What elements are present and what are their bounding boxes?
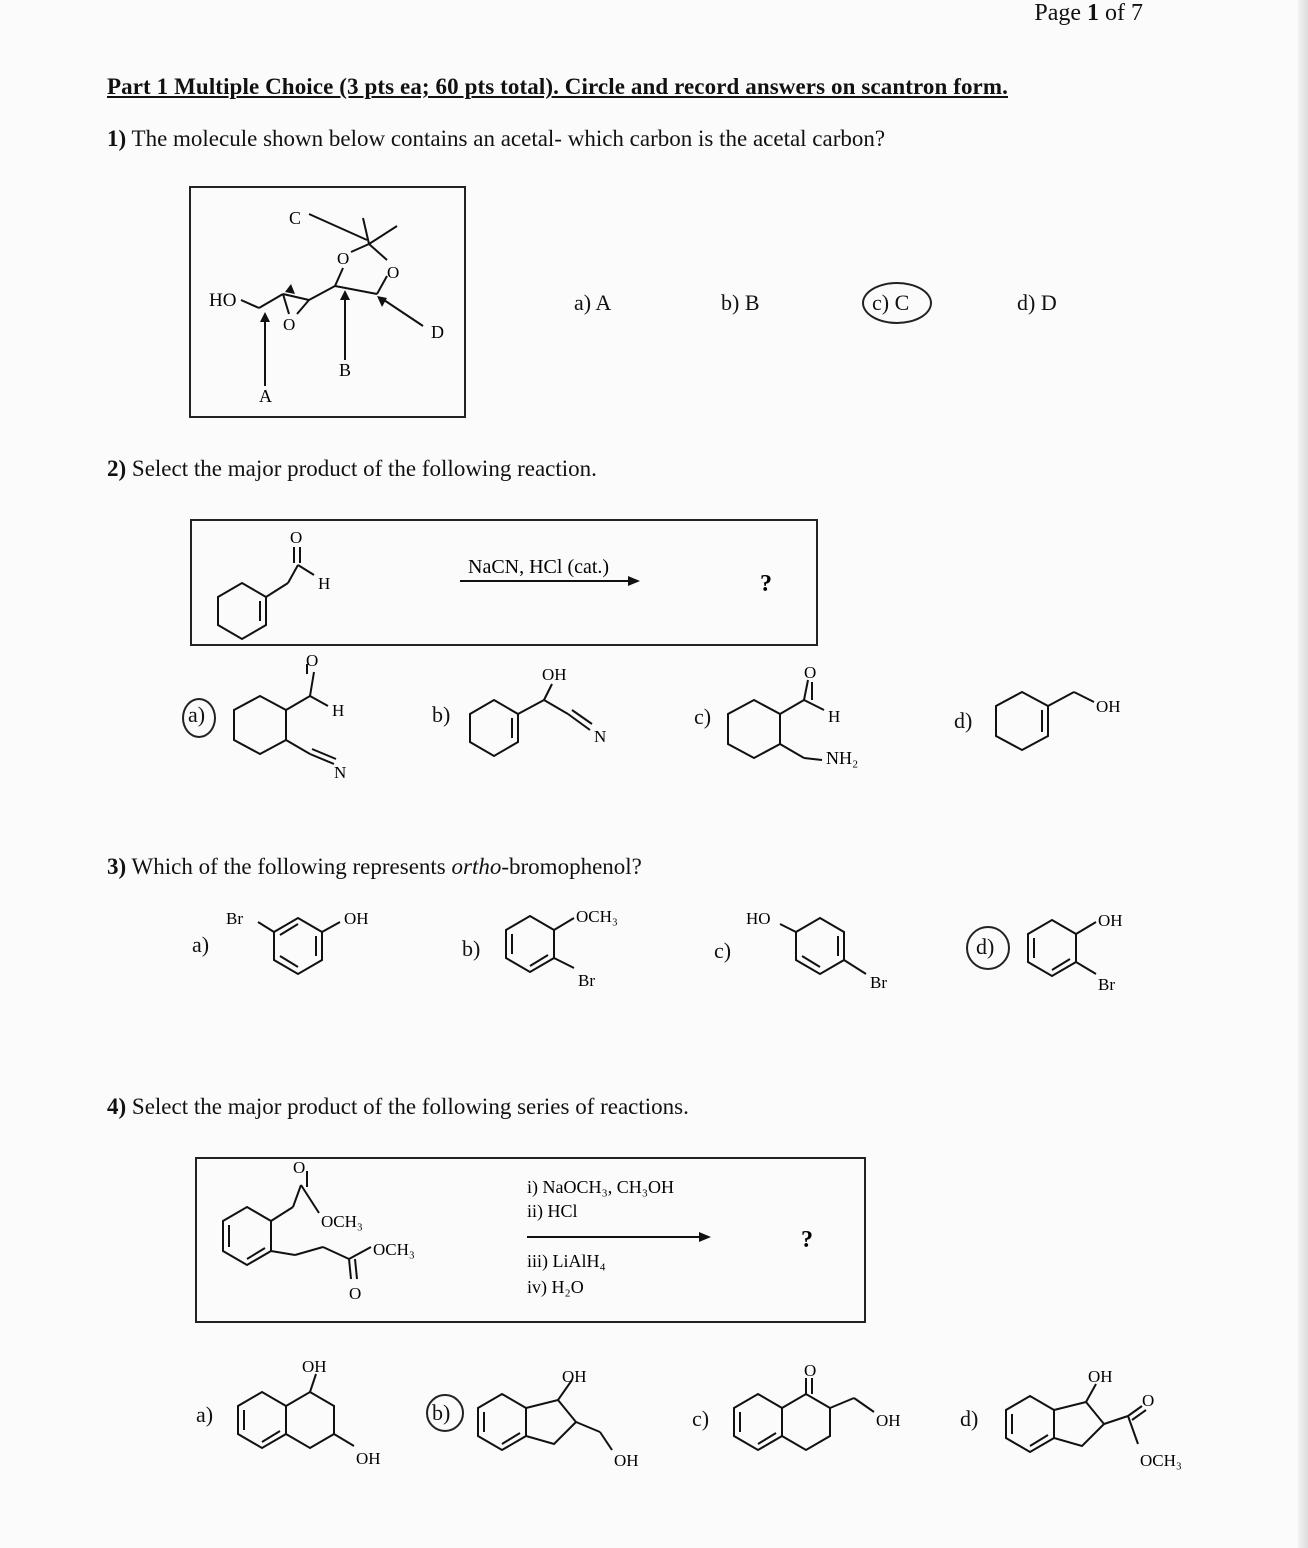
q1-ho-label: HO <box>209 290 237 311</box>
q3-choice-a-structure <box>222 902 392 987</box>
q2b-n: N <box>594 727 607 746</box>
q2c-o: O <box>804 663 817 682</box>
question-4: 4) Select the major product of the following series of reactions. <box>107 1094 689 1119</box>
q2-option-b[interactable]: b) <box>432 702 451 727</box>
q3d-oh: OH <box>1098 911 1123 930</box>
q3-option-a[interactable]: a) <box>192 932 210 957</box>
q1-answer-circle <box>862 282 932 324</box>
q2-choice-b-structure <box>460 660 620 775</box>
q2-choice-a-structure <box>220 650 370 795</box>
q3-choice-d-structure <box>1014 902 1164 1001</box>
q3-option-b[interactable]: b) <box>462 936 481 961</box>
q1-ring-oxygen-right: O <box>387 263 400 282</box>
q4-reagent-3: iii) LiAlH₄ <box>527 1251 606 1271</box>
q4-reaction-box <box>195 1157 866 1323</box>
q2-start-h: H <box>318 574 331 593</box>
q4-reagent-2: ii) HCl <box>527 1201 578 1221</box>
q1-epoxide-oxygen: O <box>283 315 296 334</box>
q3-option-d[interactable]: d) <box>976 934 995 959</box>
q2c-h: H <box>828 707 841 726</box>
q4-option-c[interactable]: c) <box>692 1406 710 1431</box>
q3d-br: Br <box>1098 975 1115 994</box>
question-1: 1) The molecule shown below contains an acetal- which carbon is the acetal carbon? <box>107 126 886 151</box>
q2-reaction-diagram <box>192 521 816 644</box>
part-title: Part 1 Multiple Choice (3 pts ea; 60 pts total). Circle and record answers on scantron form. <box>107 74 1008 99</box>
q4-choice-d-structure <box>996 1362 1202 1487</box>
q3a-br: Br <box>226 909 243 928</box>
q4-start-och3-top: OCH₃ <box>321 1212 363 1231</box>
q2-option-d[interactable]: d) <box>954 708 973 733</box>
question-3: 3) Which of the following represents ortho-bromophenol? <box>107 854 642 879</box>
q4-reaction-diagram <box>197 1159 864 1321</box>
q4-start-o-top: O <box>293 1159 306 1177</box>
q4-start-och3-bottom: OCH₃ <box>373 1240 415 1259</box>
q1-label-b: B <box>339 360 352 380</box>
q4a-oh-top: OH <box>302 1357 327 1376</box>
page-edge-shadow <box>1298 0 1308 1548</box>
q4-choice-c-structure <box>724 1360 924 1475</box>
page-indicator: Page 1 of 7 <box>1034 0 1143 26</box>
q2-unknown-product: ? <box>760 571 772 597</box>
question-2: 2) Select the major product of the following reaction. <box>107 456 597 481</box>
q4-reagent-1: i) NaOCH₃, CH₃OH <box>527 1177 675 1197</box>
q2c-nh2: NH₂ <box>826 748 859 768</box>
q3c-ho: HO <box>746 909 771 928</box>
q2d-oh: OH <box>1096 697 1121 716</box>
q4-choice-a-structure <box>222 1350 392 1485</box>
q3b-br: Br <box>578 971 595 990</box>
q3b-och3: OCH₃ <box>576 907 618 926</box>
q2-option-a[interactable]: a) <box>188 702 206 727</box>
q1-label-a: A <box>259 386 272 406</box>
q3-choice-b-structure <box>496 902 646 997</box>
q3-choice-c-structure <box>744 902 904 997</box>
q1-option-b[interactable]: b) B <box>721 290 760 315</box>
q1-option-c[interactable]: c) C <box>872 290 910 315</box>
q2-option-c[interactable]: c) <box>694 704 712 729</box>
q4c-oh: OH <box>876 1411 901 1430</box>
q1-label-d: D <box>431 322 444 342</box>
q2-choice-c-structure <box>720 660 890 785</box>
q2a-h: H <box>332 701 345 720</box>
q2-reaction-box <box>190 519 818 646</box>
q4d-och3: OCH₃ <box>1140 1451 1182 1470</box>
q1-option-d[interactable]: d) D <box>1017 290 1057 315</box>
q4-option-b[interactable]: b) <box>432 1400 451 1425</box>
q4d-oh: OH <box>1088 1367 1113 1386</box>
q4c-o: O <box>804 1361 817 1380</box>
q4-option-a[interactable]: a) <box>196 1402 214 1427</box>
q2-start-o: O <box>290 528 303 547</box>
q4b-oh-top: OH <box>562 1367 587 1386</box>
q4d-o: O <box>1142 1391 1155 1410</box>
q1-molecule-box <box>189 186 466 418</box>
q4a-oh-bottom: OH <box>356 1449 381 1468</box>
q4-reagent-4: iv) H₂O <box>527 1277 584 1297</box>
q3-option-c[interactable]: c) <box>714 938 732 963</box>
q1-molecule-diagram <box>191 188 464 416</box>
q4-start-o-bottom: O <box>349 1284 362 1303</box>
q4-unknown-product: ? <box>801 1227 813 1253</box>
q1-option-a[interactable]: a) A <box>574 290 612 315</box>
q3a-oh: OH <box>344 909 369 928</box>
q1-ring-oxygen-top: O <box>337 249 350 268</box>
q3c-br: Br <box>870 973 887 992</box>
q4-option-d[interactable]: d) <box>960 1406 979 1431</box>
q2-choice-d-structure <box>990 680 1140 765</box>
q2a-o: O <box>306 651 319 670</box>
q1-label-c: C <box>289 208 302 228</box>
q4b-oh-bottom: OH <box>614 1451 639 1470</box>
q2-reagent: NaCN, HCl (cat.) <box>468 556 610 578</box>
q2b-oh: OH <box>542 665 567 684</box>
q2a-n: N <box>334 763 347 782</box>
q4-choice-b-structure <box>468 1360 658 1475</box>
